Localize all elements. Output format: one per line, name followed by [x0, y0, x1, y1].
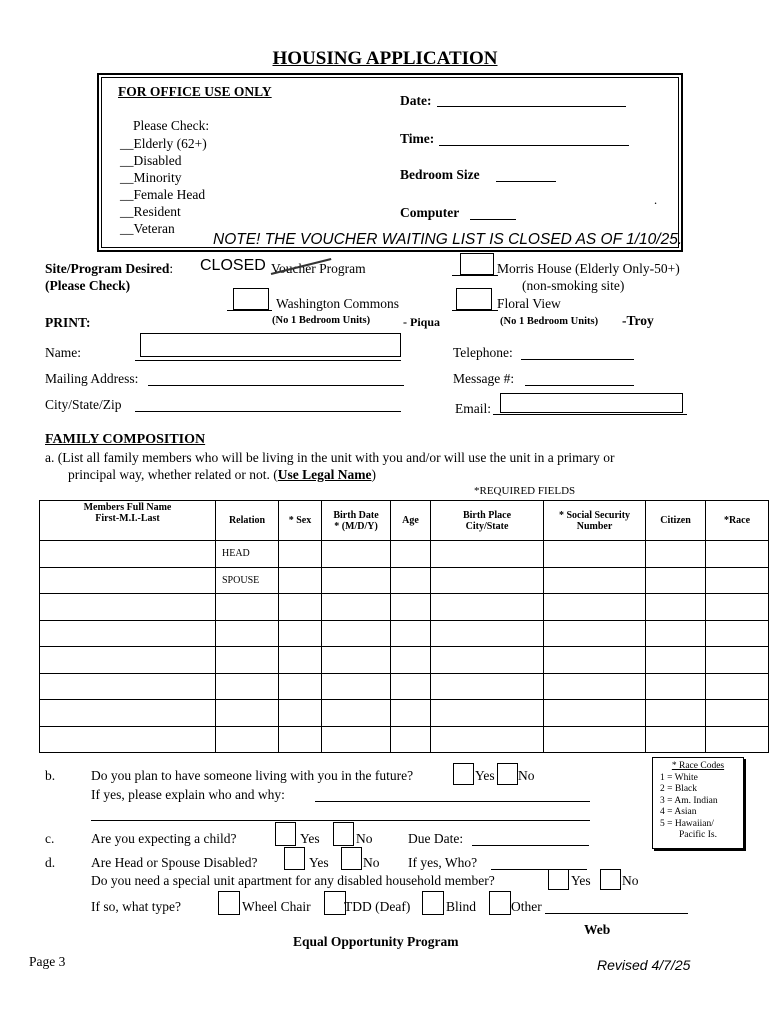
revised-date: Revised 4/7/25: [597, 957, 691, 973]
page-number: Page 3: [29, 954, 66, 969]
ssn-cell[interactable]: [544, 673, 646, 700]
race-cell[interactable]: [706, 567, 769, 594]
ssn-cell[interactable]: [544, 647, 646, 674]
citizen-cell[interactable]: [646, 620, 706, 647]
birth-place-cell[interactable]: [431, 567, 544, 594]
age-cell[interactable]: [391, 647, 431, 674]
birth-place-cell[interactable]: [431, 541, 544, 568]
morris-house-label: Morris House (Elderly Only-50+): [497, 261, 680, 276]
floral-view-checkbox[interactable]: [456, 288, 492, 310]
question-b-text: Do you plan to have someone living with you in the future?: [91, 768, 414, 783]
age-cell[interactable]: [391, 541, 431, 568]
office-check-female-head[interactable]: __Female Head: [120, 187, 206, 202]
family-member-row: [40, 700, 769, 727]
tdd-checkbox[interactable]: [324, 891, 346, 915]
office-check-resident[interactable]: __Resident: [120, 204, 181, 219]
race-code-item: Pacific Is.: [679, 830, 717, 840]
special-unit-no-checkbox[interactable]: [600, 869, 621, 890]
birth-date-cell[interactable]: [322, 647, 391, 674]
member-name-cell[interactable]: [40, 620, 216, 647]
question-c-no-checkbox[interactable]: [333, 822, 354, 846]
ssn-cell[interactable]: [544, 567, 646, 594]
city-state-zip-field[interactable]: [135, 411, 401, 412]
member-name-cell[interactable]: [40, 673, 216, 700]
relation-cell[interactable]: HEAD: [216, 541, 279, 568]
birth-place-cell[interactable]: [431, 647, 544, 674]
ssn-cell[interactable]: [544, 726, 646, 753]
question-d-text: Are Head or Spouse Disabled?: [91, 855, 258, 870]
citizen-cell[interactable]: [646, 647, 706, 674]
date-field[interactable]: [437, 106, 626, 107]
race-cell[interactable]: [706, 647, 769, 674]
birth-place-cell[interactable]: [431, 620, 544, 647]
col-race: *Race: [706, 501, 769, 541]
office-check-veteran[interactable]: __Veteran: [120, 221, 175, 236]
question-b-no-label: No: [518, 768, 535, 783]
piqua-label: - Piqua: [403, 315, 441, 329]
site-please-check: (Please Check): [45, 278, 131, 293]
citizen-cell[interactable]: [646, 673, 706, 700]
citizen-cell[interactable]: [646, 594, 706, 621]
other-checkbox[interactable]: [489, 891, 511, 915]
citizen-cell[interactable]: [646, 567, 706, 594]
birth-place-cell[interactable]: [431, 700, 544, 727]
question-d-no-label: No: [363, 855, 380, 870]
col-relation: Relation: [216, 501, 279, 541]
birth-place-cell[interactable]: [431, 673, 544, 700]
bedroom-size-field[interactable]: [496, 181, 556, 182]
question-d-no-checkbox[interactable]: [341, 847, 362, 870]
mailing-address-field[interactable]: [148, 385, 404, 386]
race-codes-title: * Race Codes: [671, 761, 725, 771]
page-title: HOUSING APPLICATION: [272, 48, 498, 69]
relation-cell[interactable]: [216, 647, 279, 674]
name-underline: [135, 360, 401, 361]
wheel-chair-checkbox[interactable]: [218, 891, 240, 915]
question-c-yes-checkbox[interactable]: [275, 822, 296, 846]
floral-no-1-bedroom: (No 1 Bedroom Units): [500, 316, 599, 327]
required-fields-note: *REQUIRED FIELDS: [474, 485, 576, 497]
family-table: [39, 500, 769, 753]
family-composition-heading: FAMILY COMPOSITION: [45, 432, 206, 447]
sex-cell[interactable]: [279, 594, 322, 621]
family-instructions-line2: principal way, whether related or not. (Use Legal Name): [68, 467, 377, 482]
age-cell[interactable]: [391, 673, 431, 700]
race-cell[interactable]: [706, 594, 769, 621]
race-code-item: 3 = Am. Indian: [660, 795, 718, 806]
question-c-text: Are you expecting a child?: [91, 831, 237, 846]
family-member-row: [40, 594, 769, 621]
sex-cell[interactable]: [279, 726, 322, 753]
family-member-row: [40, 647, 769, 674]
blind-label: Blind: [446, 899, 477, 914]
col-age: Age: [391, 501, 431, 541]
computer-field[interactable]: [470, 219, 516, 220]
question-c-yes-label: Yes: [300, 831, 320, 846]
if-yes-who-field[interactable]: [491, 869, 587, 870]
question-d-yes-checkbox[interactable]: [284, 847, 305, 870]
sex-cell[interactable]: [279, 620, 322, 647]
date-label: Date:: [400, 93, 432, 108]
blind-checkbox[interactable]: [422, 891, 444, 915]
age-cell[interactable]: [391, 594, 431, 621]
name-input[interactable]: [140, 333, 401, 357]
due-date-field[interactable]: [472, 845, 589, 846]
morris-house-sublabel: (non-smoking site): [522, 278, 625, 293]
birth-place-cell[interactable]: [431, 726, 544, 753]
relation-cell[interactable]: [216, 673, 279, 700]
message-label: Message #:: [453, 371, 515, 386]
other-label: Other: [511, 899, 542, 914]
email-underline: [493, 414, 687, 415]
member-name-cell[interactable]: [40, 567, 216, 594]
washington-underline: [227, 310, 272, 311]
col-ssn: * Social Security Number: [544, 501, 646, 541]
special-unit-yes-label: Yes: [571, 873, 591, 888]
family-member-row: [40, 567, 769, 594]
morris-house-checkbox[interactable]: [460, 253, 494, 275]
voucher-closed-note: NOTE! THE VOUCHER WAITING LIST IS CLOSED AS OF 1/10/25.: [213, 231, 683, 248]
morris-house-underline: [452, 275, 498, 276]
member-name-cell[interactable]: [40, 726, 216, 753]
member-name-cell[interactable]: [40, 700, 216, 727]
if-yes-who-label: If yes, Who?: [408, 855, 478, 870]
question-b-yes-label: Yes: [475, 768, 495, 783]
member-name-cell[interactable]: [40, 541, 216, 568]
question-b-label: b.: [45, 768, 56, 783]
birth-date-cell[interactable]: [322, 541, 391, 568]
race-code-item: 2 = Black: [660, 784, 698, 794]
name-label: Name:: [45, 345, 81, 360]
email-input[interactable]: [500, 393, 683, 413]
office-please-check: Please Check:: [133, 118, 210, 133]
family-member-row: [40, 673, 769, 700]
washington-no-1-bedroom: (No 1 Bedroom Units): [272, 315, 371, 326]
office-check-list: [120, 135, 207, 237]
col-member-name: Members Full Name First-M.I.-Last: [40, 501, 216, 541]
ssn-cell[interactable]: [544, 620, 646, 647]
troy-label: -Troy: [622, 313, 654, 328]
question-b-explain-field[interactable]: [315, 801, 590, 802]
sex-cell[interactable]: [279, 541, 322, 568]
time-label: Time:: [400, 131, 435, 146]
floral-underline: [452, 310, 498, 311]
age-cell[interactable]: [391, 726, 431, 753]
family-instructions-line1: a. (List all family members who will be living in the unit with you and/or will use the unit in a primary or: [45, 450, 615, 465]
birth-date-cell[interactable]: [322, 700, 391, 727]
sex-cell[interactable]: [279, 647, 322, 674]
office-check-elderly[interactable]: __Elderly (62+): [120, 136, 207, 151]
relation-cell[interactable]: [216, 700, 279, 727]
special-unit-yes-checkbox[interactable]: [548, 869, 569, 890]
relation-cell[interactable]: [216, 594, 279, 621]
race-cell[interactable]: [706, 726, 769, 753]
computer-label: Computer: [400, 205, 460, 220]
special-unit-no-label: No: [622, 873, 639, 888]
time-field[interactable]: [439, 145, 629, 146]
ssn-cell[interactable]: [544, 594, 646, 621]
col-sex: * Sex: [279, 501, 322, 541]
citizen-cell[interactable]: [646, 726, 706, 753]
race-codes-box: [652, 757, 744, 849]
office-dot: .: [654, 193, 658, 207]
race-cell[interactable]: [706, 620, 769, 647]
tdd-label: TDD (Deaf): [344, 899, 411, 914]
age-cell[interactable]: [391, 700, 431, 727]
birth-date-cell[interactable]: [322, 567, 391, 594]
col-birth-date: Birth Date * (M/D/Y): [322, 501, 391, 541]
office-check-disabled[interactable]: __Disabled: [120, 153, 182, 168]
washington-commons-checkbox[interactable]: [233, 288, 269, 310]
other-field[interactable]: [545, 913, 688, 914]
family-member-row: [40, 726, 769, 753]
telephone-label: Telephone:: [453, 345, 513, 360]
special-unit-question: Do you need a special unit apartment for any disabled household member?: [91, 873, 495, 888]
birth-date-cell[interactable]: [322, 594, 391, 621]
ssn-cell[interactable]: [544, 700, 646, 727]
question-b-yes-checkbox[interactable]: [453, 763, 474, 785]
ssn-cell[interactable]: [544, 541, 646, 568]
member-name-cell[interactable]: [40, 594, 216, 621]
site-label: Site/Program Desired:: [45, 261, 174, 276]
birth-date-cell[interactable]: [322, 620, 391, 647]
col-citizen: Citizen: [646, 501, 706, 541]
age-cell[interactable]: [391, 567, 431, 594]
member-name-cell[interactable]: [40, 647, 216, 674]
family-table-header: [40, 501, 769, 541]
birth-date-cell[interactable]: [322, 673, 391, 700]
mailing-address-label: Mailing Address:: [45, 371, 139, 386]
family-member-row: [40, 620, 769, 647]
sex-cell[interactable]: [279, 700, 322, 727]
washington-commons-label: Washington Commons: [276, 296, 400, 311]
question-d-yes-label: Yes: [309, 855, 329, 870]
question-b-explain-label: If yes, please explain who and why:: [91, 787, 285, 802]
race-cell[interactable]: [706, 700, 769, 727]
citizen-cell[interactable]: [646, 541, 706, 568]
equal-opportunity-label: Equal Opportunity Program: [293, 934, 459, 949]
email-label: Email:: [455, 401, 491, 416]
birth-date-cell[interactable]: [322, 726, 391, 753]
due-date-label: Due Date:: [408, 831, 464, 846]
birth-place-cell[interactable]: [431, 594, 544, 621]
relation-cell[interactable]: [216, 726, 279, 753]
floral-view-label: Floral View: [497, 296, 561, 311]
citizen-cell[interactable]: [646, 700, 706, 727]
question-c-label: c.: [45, 831, 55, 846]
question-b-explain-field-2[interactable]: [91, 820, 590, 821]
race-cell[interactable]: [706, 673, 769, 700]
family-member-row: [40, 541, 769, 568]
col-birth-place: Birth Place City/State: [431, 501, 544, 541]
bedroom-size-label: Bedroom Size: [400, 167, 480, 182]
question-c-no-label: No: [356, 831, 373, 846]
relation-cell[interactable]: [216, 620, 279, 647]
telephone-field[interactable]: [521, 359, 634, 360]
race-code-item: 4 = Asian: [660, 807, 697, 817]
web-label: Web: [584, 922, 611, 937]
unit-type-label: If so, what type?: [91, 899, 181, 914]
question-b-no-checkbox[interactable]: [497, 763, 518, 785]
closed-stamp: CLOSED: [200, 257, 266, 274]
sex-cell[interactable]: [279, 567, 322, 594]
relation-cell[interactable]: SPOUSE: [216, 567, 279, 594]
print-label: PRINT:: [45, 315, 91, 330]
sex-cell[interactable]: [279, 673, 322, 700]
office-heading: FOR OFFICE USE ONLY: [118, 84, 272, 99]
age-cell[interactable]: [391, 620, 431, 647]
question-d-label: d.: [45, 855, 56, 870]
race-code-item: 5 = Hawaiian/: [660, 818, 714, 829]
message-field[interactable]: [525, 385, 634, 386]
wheel-chair-label: Wheel Chair: [242, 899, 311, 914]
voucher-program-label: Voucher Program: [271, 261, 366, 276]
race-cell[interactable]: [706, 541, 769, 568]
city-state-zip-label: City/State/Zip: [45, 397, 122, 412]
office-check-minority[interactable]: __Minority: [120, 170, 182, 185]
race-code-item: 1 = White: [660, 772, 698, 783]
